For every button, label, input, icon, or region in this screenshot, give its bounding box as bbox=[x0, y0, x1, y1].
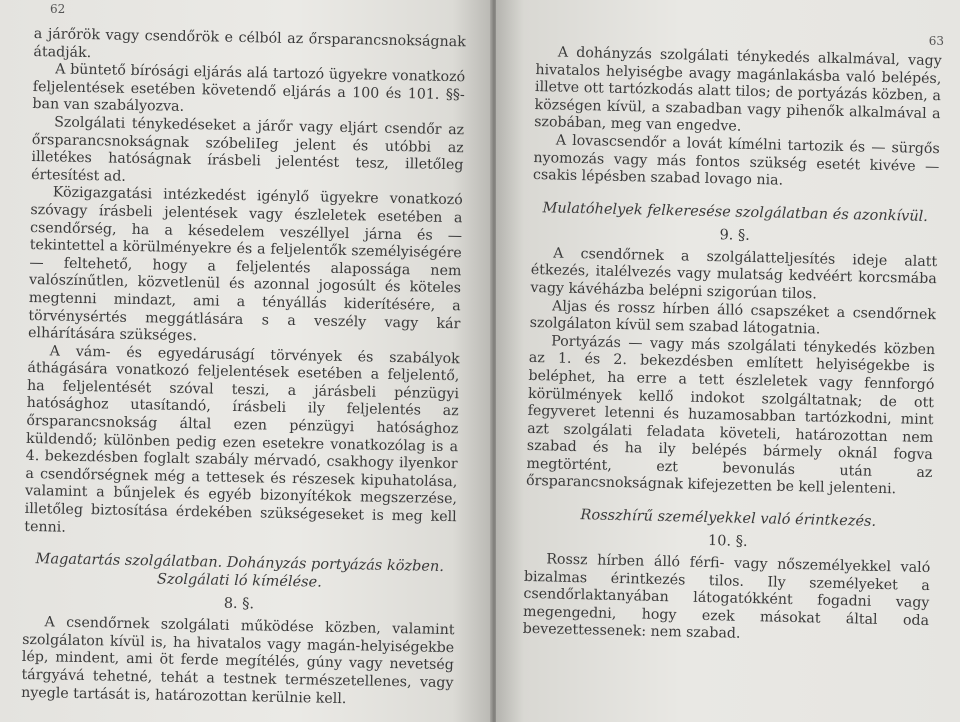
right-page-number: 63 bbox=[928, 34, 944, 48]
right-page-body bbox=[523, 44, 942, 648]
paragraph: A dohányzás szolgálati ténykedés alkalmával, vagy hivatalos helyiségbe avagy magánlakásba való belépés, illetve ott tartózkodás alatt tilos; de portyázás közben, a községen kívül, a szabadban vagy pihenők alkalmával a szobában, meg van engedve. bbox=[534, 44, 942, 136]
section-heading: Rosszhírű személyekkel való érintkezés. bbox=[580, 507, 877, 530]
right-page bbox=[496, 0, 960, 722]
section-heading: Magatartás szolgálatban. Dohányzás portyázás közben. Szolgálati ló kímélése. bbox=[35, 551, 445, 591]
paragraph: A lovascsendőr a lovát kímélni tartozik és — sürgős nyomozás vagy más fontos szükség esetét kivéve — csakis lépésben szabad lovago nia. bbox=[532, 132, 940, 189]
paragraph: Rossz hírben álló férfi- vagy nőszemélyekkel való bizalmas érintkezés tilos. Ily személyeket a csendőrlaktanyában látogatókként fogadni vagy megengedni, hogy ezek másokat által oda bevezettessenek: nem szabad. bbox=[522, 551, 931, 643]
paragraph: Portyázás — vagy más szolgálati ténykedés közben az 1. és 2. bekezdésben említett helyiségekbe is beléphet, ha erre a tett észleletek vagy fennforgó körülmények kellő indokot szolgáltatnak; de ott fegyveret letenni és huzamosabban tartózkodni, mint azt szolgálati feladata követeli, határozottan nem szabad és ha ily belépés bármely oknál fogva megtörtént, ezt bevonulás után az őrsparancsnokságnak kifejezetten be kell jelenteni. bbox=[525, 333, 936, 498]
section-number: 9. §. bbox=[719, 226, 751, 244]
paragraph: Szolgálati ténykedéseket a járőr vagy eljárt csendőr az őrsparancsnokságnak szóbeliIeg jelent és utóbbi az illetékes hatóságnak írásbeli jelentést tesz, illetőleg értesítést ad. bbox=[30, 114, 465, 185]
section-number: 10. §. bbox=[707, 533, 748, 550]
section-heading: Mulatóhelyek felkeresése szolgálatban és azonkívül. bbox=[542, 199, 929, 225]
paragraph: A büntető bírósági eljárás alá tartozó ügyekre vonatkozó feljelentések esetében követendő eljárás a 100 és 101. §§-ban van szabályozva. bbox=[32, 61, 466, 116]
section-number: 8. §. bbox=[223, 595, 255, 613]
paragraph: A csendőrnek a szolgálatteljesítés ideje alatt étkezés, italélvezés vagy mulatság kedvéért korcsmába vagy kávéházba belépni szigorúan tilos. bbox=[530, 245, 938, 303]
paragraph: Közigazgatási intézkedést igénylő ügyekre vonatkozó szóvagy írásbeli jelentések vagy észleletek esetében a csendőrség, ha a késedelem veszéllyel járna és — tekintettel a körülményekre és a feljelentők személyiségére — feltehető, hogy a feljelentés alapossága nem valószínűtlen, közvetlenül és azonnal jogosúlt és köteles megtenni mindazt, ami a tényállás kiderítésére, a törvénysértés meggátlására s a veszély vagy kár elhárítására szükséges. bbox=[27, 184, 463, 345]
paragraph: Aljas és rossz hírben álló csapszéket a csendőrnek szolgálaton kívül sem szabad látogatnia. bbox=[529, 297, 937, 338]
paragraph: a járőrök vagy csendőrök e célból az őrsparancsnokságnak átadják. bbox=[33, 26, 466, 61]
left-page-body bbox=[21, 26, 466, 710]
left-page-number: 62 bbox=[50, 2, 66, 16]
paragraph: A vám- és egyedáruságí törvények és szabályok áthágására vonatkozó feljelentések esetében a feljelentő, ha feljelentését szóval teszi, a járásbeli pénzügyi hatósághoz utasítandó, írásbeli ily feljelentés az őrsparancsnokság által ezen pénzügyi hatósághoz küldendő; különben pedig ezen esetekre vonatkozólag is a 4. bekezdésben foglalt szabály mérvadó, csakhogy ilyenkor a csendőrségnek még a tettesek és részesek kipuhatolása, valamint a bűnjelek és egyéb bizonyítékok megszerzése, illetőleg biztosítása érdekében szükségeseket is meg kell tenni. bbox=[24, 343, 460, 536]
paragraph: A csendőrnek szolgálati működése közben, valamint szolgálaton kívül is, ha hivatalos vagy magán-helyiségekbe lép, mindent, ami öt ferde megítélés, gúny vagy nevetség tárgyává tehetné, tehát a testnek természetellenes, vagy nyegle tartását is, határozottan kerülnie kell. bbox=[21, 614, 455, 707]
